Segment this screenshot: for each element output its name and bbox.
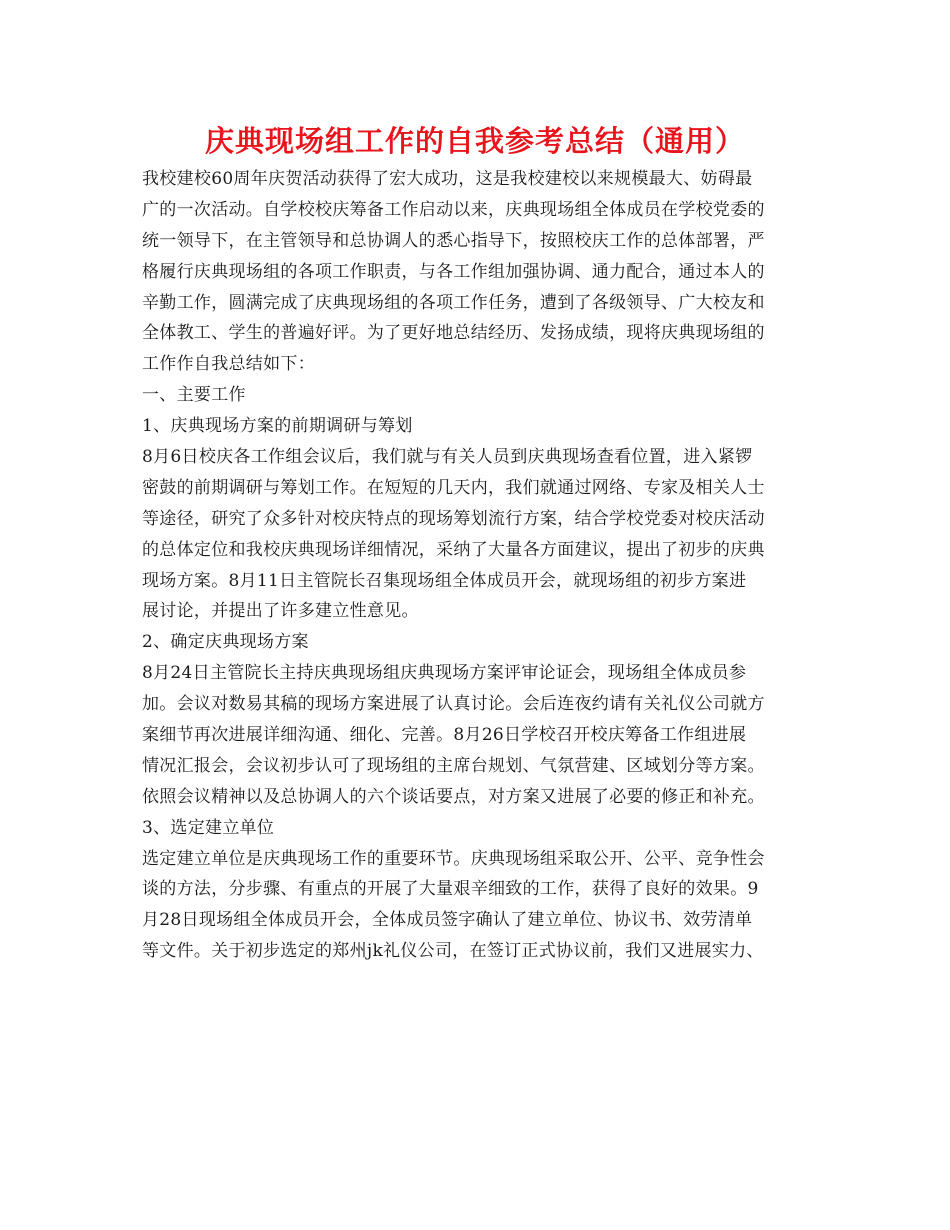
text-line: 密鼓的前期调研与筹划工作。在短短的几天内，我们就通过网络、专家及相关人士 <box>142 477 765 498</box>
text-line: 等途径，研究了众多针对校庆特点的现场筹划流行方案，结合学校党委对校庆活动 <box>142 508 765 529</box>
text-line: 月28日现场组全体成员开会，全体成员签字确认了建立单位、协议书、效劳清单 <box>142 910 753 931</box>
text-line: 选定建立单位是庆典现场工作的重要环节。庆典现场组采取公开、公平、竞争性会 <box>142 848 765 869</box>
text-line: 格履行庆典现场组的各项工作职责，与各工作组加强协调、通力配合，通过本人的 <box>142 261 765 282</box>
text-line: 我校建校60周年庆贺活动获得了宏大成功，这是我校建校以来规模最大、妨碍最 <box>142 169 753 189</box>
text-line: 8月24日主管院长主持庆典现场组庆典现场方案评审论证会，现场组全体成员参 <box>142 663 747 684</box>
text-line: 1、庆典现场方案的前期调研与筹划 <box>142 416 413 437</box>
text-line: 3、选定建立单位 <box>142 817 275 838</box>
text-line: 8月6日校庆各工作组会议后，我们就与有关人员到庆典现场查看位置，进入紧锣 <box>142 447 753 468</box>
text-line: 现场方案。8月11日主管院长召集现场组全体成员开会，就现场组的初步方案进 <box>142 570 747 591</box>
text-line: 谈的方法，分步骤、有重点的开展了大量艰辛细致的工作，获得了良好的效果。9 <box>142 879 759 900</box>
text-line: 辛勤工作，圆满完成了庆典现场组的各项工作任务，遭到了各级领导、广大校友和 <box>142 292 765 313</box>
text-line: 广的一次活动。自学校校庆筹备工作启动以来，庆典现场组全体成员在学校党委的 <box>142 199 765 220</box>
text-line: 全体教工、学生的普遍好评。为了更好地总结经历、发扬成绩，现将庆典现场组的 <box>142 323 765 344</box>
text-line: 的总体定位和我校庆典现场详细情况，采纳了大量各方面建议，提出了初步的庆典 <box>142 539 765 560</box>
text-line: 加。会议对数易其稿的现场方案进展了认真讨论。会后连夜约请有关礼仪公司就方 <box>142 694 765 715</box>
text-line: 等文件。关于初步选定的郑州jk礼仪公司，在签订正式协议前，我们又进展实力、 <box>142 941 764 962</box>
text-line: 一、主要工作 <box>142 385 246 406</box>
document-title: 庆典现场组工作的自我参考总结（通用） <box>204 124 745 158</box>
text-line: 依照会议精神以及总协调人的六个谈话要点，对方案又进展了必要的修正和补充。 <box>142 786 765 807</box>
text-line: 情况汇报会，会议初步认可了现场组的主席台规划、气氛营建、区域划分等方案。 <box>142 755 765 776</box>
text-line: 案细节再次进展详细沟通、细化、完善。8月26日学校召开校庆筹备工作组进展 <box>142 725 747 746</box>
text-line: 工作作自我总结如下： <box>142 354 315 375</box>
text-line: 统一领导下，在主管领导和总协调人的悉心指导下，按照校庆工作的总体部署，严 <box>142 230 765 251</box>
text-line: 2、确定庆典现场方案 <box>142 632 309 653</box>
text-line: 展讨论，并提出了许多建立性意见。 <box>142 601 419 622</box>
document-body <box>142 164 814 967</box>
